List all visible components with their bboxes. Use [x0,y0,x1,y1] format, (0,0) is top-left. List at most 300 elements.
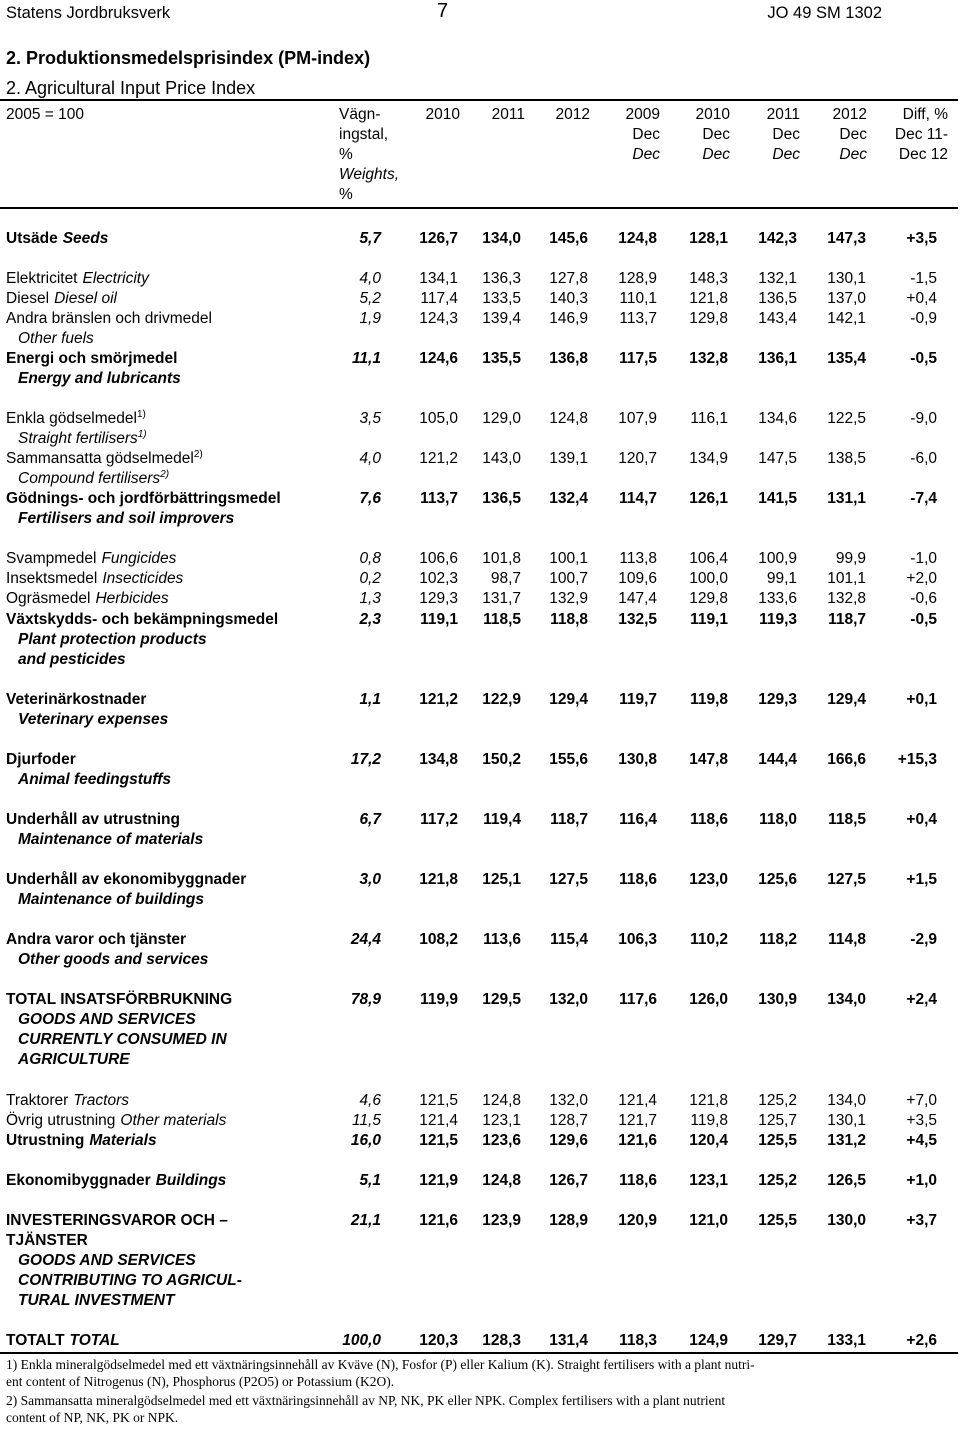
weight-cell: 1,3 [359,590,381,607]
value-cell: 122,9 [482,691,521,708]
value-cell: 130,9 [758,991,797,1008]
value-cell: 121,7 [618,1112,657,1129]
year-header-2011: 2011 [491,106,525,123]
value-cell: 155,6 [549,751,588,768]
row-label [6,1131,157,1151]
value-cell: 110,1 [619,290,657,307]
value-cell: 129,4 [549,691,588,708]
row-label-en-text: Other fuels [18,330,94,347]
value-cell: 118,6 [619,871,657,888]
weight-cell: 1,1 [359,691,381,708]
weight-cell: 7,6 [359,490,381,507]
value-cell: 121,0 [689,1212,728,1229]
value-cell: 141,5 [758,490,797,507]
row-label-en3-text: TURAL INVESTMENT [18,1292,175,1309]
value-cell: 132,9 [549,590,588,607]
value-cell: 125,7 [758,1112,797,1129]
value-cell: 125,1 [482,871,521,888]
row-label-sv: Insektsmedel [6,570,98,587]
page-number: 7 [437,0,449,22]
row-label-en [18,890,204,910]
row-label-en3-text: AGRICULTURE [18,1051,130,1068]
value-cell: +1,5 [906,871,937,888]
value-cell: +0,4 [906,811,937,828]
value-cell: 130,8 [618,751,657,768]
row-label-sv-text: Veterinärkostnader [6,691,147,708]
row-label-sv: Diesel [6,290,50,307]
value-cell: 131,7 [482,590,521,607]
value-cell: 129,3 [758,691,797,708]
row-label-sv: Ekonomibyggnader [6,1172,151,1189]
value-cell: 113,8 [619,550,657,567]
value-cell: 121,5 [419,1132,458,1149]
value-cell: -9,0 [910,410,937,427]
value-cell: 124,9 [689,1332,728,1349]
row-label [6,1331,120,1351]
value-cell: 118,0 [759,811,797,828]
value-cell: 133,6 [758,590,797,607]
weight-cell: 0,2 [359,570,381,587]
value-cell: +4,5 [906,1132,937,1149]
row-label-en3 [18,1050,130,1070]
row-label-sv: Elektricitet [6,270,78,287]
value-cell: 121,5 [419,1092,458,1109]
row-label [6,1091,129,1111]
row-label-en-text: GOODS AND SERVICES [18,1252,196,1269]
footnote-2-line-2: content of NP, NK, PK or NPK. [6,1410,179,1425]
value-cell: 132,1 [758,270,797,287]
row-label-sv: Ogräsmedel [6,590,91,607]
row-label-en2 [18,1030,227,1050]
value-cell: 121,2 [419,450,458,467]
diff-header-3: Dec 12 [898,146,948,163]
weight-cell: 100,0 [342,1332,381,1349]
value-cell: 100,0 [689,570,728,587]
value-cell: 147,5 [758,450,797,467]
value-cell: 113,6 [483,931,521,948]
value-cell: 117,2 [420,811,458,828]
dec-header-2009-dec: Dec [632,126,660,143]
row-label-en-text: Animal feedingstuffs [18,771,172,788]
value-cell: 121,6 [618,1132,657,1149]
value-cell: 116,1 [690,410,728,427]
value-cell: 133,1 [827,1332,866,1349]
header-bottom-rule [0,207,958,209]
footnote-marker: 1) [137,429,147,440]
row-label-sv-text: TOTAL INSATSFÖRBRUKNING [6,991,233,1008]
value-cell: 125,6 [758,871,797,888]
row-label-en: Seeds [62,230,109,247]
value-cell: 101,1 [827,570,866,587]
row-label-sv-text: Energi och smörjmedel [6,350,178,367]
value-cell: 128,9 [618,270,657,287]
value-cell: 99,1 [766,570,797,587]
value-cell: 134,0 [482,230,521,247]
value-cell: 127,8 [549,270,588,287]
weight-cell: 11,5 [351,1112,381,1129]
footnote-1-line-1: 1) Enkla mineralgödselmedel med ett växtnäringsinnehåll av Kväve (N), Fosfor (P) eller Kalium (K). Straight fertilisers with a plant nutri- [6,1357,755,1372]
row-label-sv: TOTALT [6,1332,65,1349]
weight-cell: 4,0 [359,270,381,287]
value-cell: 135,4 [827,350,866,367]
row-label-en2 [18,650,126,670]
value-cell: 121,4 [419,1112,458,1129]
value-cell: 118,7 [550,811,588,828]
value-cell: 110,2 [690,931,728,948]
value-cell: -1,0 [910,550,937,567]
dec-header-2009-dec-en: Dec [632,146,660,163]
value-cell: 121,9 [419,1172,458,1189]
weight-cell: 5,2 [359,290,381,307]
row-label-en [18,710,168,730]
value-cell: 126,5 [827,1172,866,1189]
row-label-en [18,630,207,650]
value-cell: 102,3 [419,570,458,587]
value-cell: 121,8 [419,871,458,888]
row-label-en-text: Maintenance of buildings [18,891,205,908]
row-label-sv [6,1211,228,1231]
value-cell: 106,4 [689,550,728,567]
row-label-en: Buildings [155,1172,227,1189]
row-label-en [18,950,208,970]
value-cell: 107,9 [618,410,657,427]
value-cell: 124,6 [419,350,458,367]
value-cell: 126,7 [419,230,458,247]
value-cell: 134,0 [827,991,866,1008]
value-cell: 132,0 [549,1092,588,1109]
weight-cell: 78,9 [350,991,381,1008]
value-cell: 119,8 [690,1112,728,1129]
row-label-sv [6,610,278,630]
value-cell: 120,9 [618,1212,657,1229]
value-cell: 116,4 [619,811,657,828]
value-cell: 124,8 [482,1092,521,1109]
row-label [6,589,169,609]
value-cell: -7,4 [910,490,937,507]
weights-header-4: Weights, [339,166,400,183]
value-cell: 142,1 [827,310,866,327]
value-cell: 114,7 [619,490,657,507]
value-cell: 132,4 [549,490,588,507]
value-cell: 121,4 [618,1092,657,1109]
weight-cell: 5,7 [359,230,381,247]
value-cell: -0,6 [910,590,937,607]
value-cell: 134,8 [419,751,458,768]
table-top-rule [0,99,958,101]
value-cell: 145,6 [549,230,588,247]
weight-cell: 16,0 [350,1132,381,1149]
value-cell: 143,0 [482,450,521,467]
value-cell: 119,7 [619,691,657,708]
value-cell: 118,3 [619,1332,657,1349]
value-cell: 117,6 [619,991,657,1008]
value-cell: 124,8 [482,1172,521,1189]
row-label-sv-text: Enkla gödselmedel [6,410,137,427]
value-cell: 106,6 [419,550,458,567]
row-label-en: TOTAL [69,1332,120,1349]
row-label-sv [6,990,232,1010]
value-cell: 128,7 [549,1112,588,1129]
weights-header-2: ingstal, [339,126,389,143]
footnote-marker: 1) [136,409,146,420]
value-cell: +1,0 [906,1172,937,1189]
weight-cell: 1,9 [359,310,381,327]
value-cell: -0,5 [910,350,937,367]
row-label-en-text: Maintenance of materials [18,831,204,848]
weight-cell: 6,7 [359,811,381,828]
value-cell: 143,4 [758,310,797,327]
value-cell: 132,8 [689,350,728,367]
value-cell: +15,3 [897,751,937,768]
row-label-sv [6,750,76,770]
row-label-sv-text: Underhåll av ekonomibyggnader [6,871,247,888]
footnote-marker: 2) [193,449,203,460]
value-cell: 131,2 [827,1132,866,1149]
value-cell: 166,6 [827,751,866,768]
value-cell: 147,4 [618,590,657,607]
row-label-en-text: Energy and lubricants [18,370,181,387]
value-cell: 124,3 [419,310,458,327]
value-cell: 118,2 [759,931,797,948]
weight-cell: 4,0 [359,450,381,467]
row-label-sv [6,309,212,329]
value-cell: 100,7 [549,570,588,587]
value-cell: +0,4 [906,290,937,307]
row-label-sv: Utrustning [6,1132,85,1149]
weight-cell: 11,1 [351,350,381,367]
row-label [6,289,117,309]
value-cell: 129,0 [482,410,521,427]
value-cell: +3,7 [906,1212,937,1229]
value-cell: 113,7 [420,490,458,507]
value-cell: 134,0 [827,1092,866,1109]
value-cell: 136,5 [482,490,521,507]
value-cell: 119,4 [483,811,521,828]
row-label-sv-text: Andra bränslen och drivmedel [6,310,212,327]
value-cell: 119,9 [420,991,458,1008]
dec-header-2012-dec-en: Dec [839,146,867,163]
row-label-en-text: Veterinary expenses [18,711,169,728]
value-cell: 108,2 [419,931,458,948]
dec-header-2009-year: 2009 [625,106,660,123]
header-org: Statens Jordbruksverk [6,4,171,22]
value-cell: +0,1 [906,691,937,708]
value-cell: 121,2 [419,691,458,708]
weight-cell: 3,0 [359,871,381,888]
value-cell: 129,5 [482,991,521,1008]
value-cell: 115,4 [550,931,588,948]
value-cell: 135,5 [482,350,521,367]
value-cell: 130,1 [827,1112,866,1129]
value-cell: 121,8 [689,290,728,307]
row-label-en2-text: and pesticides [18,651,126,668]
value-cell: 129,8 [689,310,728,327]
weight-cell: 4,6 [359,1092,381,1109]
value-cell: 117,4 [420,290,458,307]
row-label-en: Tractors [73,1092,129,1109]
value-cell: 134,9 [689,450,728,467]
row-label-en [18,429,147,449]
row-label-en [18,469,169,489]
value-cell: 119,1 [420,611,458,628]
value-cell: 127,5 [549,871,588,888]
dec-header-2011-dec-en: Dec [772,146,800,163]
value-cell: 132,8 [827,590,866,607]
value-cell: 129,8 [689,590,728,607]
value-cell: 123,9 [482,1212,521,1229]
row-label-en: Herbicides [95,590,169,607]
dec-header-2012-year: 2012 [832,106,867,123]
value-cell: +3,5 [906,230,937,247]
value-cell: 118,6 [619,1172,657,1189]
footnote-1-line-2: ent content of Nitrogenus (N), Phosphorus (P2O5) or Potassium (K2O). [6,1374,395,1389]
value-cell: 125,2 [758,1092,797,1109]
value-cell: 120,3 [419,1332,458,1349]
row-label-sv [6,409,146,429]
value-cell: 146,9 [549,310,588,327]
value-cell: 134,1 [419,270,458,287]
value-cell: 128,3 [482,1332,521,1349]
value-cell: 119,3 [759,611,797,628]
row-label [6,229,108,249]
value-cell: 105,0 [419,410,458,427]
row-label-en2 [18,1271,242,1291]
value-cell: 138,5 [827,450,866,467]
value-cell: 118,8 [550,611,588,628]
value-cell: 128,9 [549,1212,588,1229]
row-label-sv: Utsäde [6,230,58,247]
row-label-en [18,509,234,529]
value-cell: 125,5 [758,1132,797,1149]
value-cell: -6,0 [910,450,937,467]
value-cell: 121,6 [419,1212,458,1229]
table-bottom-rule [0,1352,958,1354]
row-label-en-text: Compound fertilisers [18,470,161,487]
weight-cell: 17,2 [350,751,381,768]
value-cell: 133,5 [482,290,521,307]
dec-header-2011-dec: Dec [772,126,800,143]
row-label-en-text: Straight fertilisers [18,430,138,447]
row-label-sv-text: Underhåll av utrustning [6,811,180,828]
weight-cell: 0,8 [359,550,381,567]
row-label-en3 [18,1291,174,1311]
weight-cell: 3,5 [359,410,381,427]
row-label-en2-text: CURRENTLY CONSUMED IN [18,1031,227,1048]
value-cell: 136,1 [758,350,797,367]
row-label-sv: Svampmedel [6,550,97,567]
row-label-sv-text: INVESTERINGSVAROR OCH – [6,1212,228,1229]
row-label-en: Materials [89,1132,157,1149]
value-cell: 123,1 [482,1112,521,1129]
value-cell: 119,8 [690,691,728,708]
row-label-sv-text: Växtskydds- och bekämpningsmedel [6,611,279,628]
value-cell: 136,3 [482,270,521,287]
value-cell: 129,3 [419,590,458,607]
value-cell: 126,1 [689,490,728,507]
value-cell: 101,8 [482,550,521,567]
value-cell: 131,1 [827,490,866,507]
row-label [6,269,149,289]
value-cell: -0,5 [910,611,937,628]
value-cell: 124,8 [618,230,657,247]
row-label-sv [6,449,203,469]
value-cell: 118,7 [828,611,866,628]
page-subtitle: 2. Agricultural Input Price Index [6,78,256,98]
value-cell: 136,5 [758,290,797,307]
row-label-en-text: Other goods and services [18,951,209,968]
value-cell: 124,8 [549,410,588,427]
value-cell: +2,0 [906,570,937,587]
weights-header-5: % [339,186,353,203]
value-cell: 125,5 [758,1212,797,1229]
row-label-en: Diesel oil [54,290,117,307]
value-cell: 123,1 [689,1172,728,1189]
row-label-sv-text: Djurfoder [6,751,76,768]
weights-header-3: % [339,146,353,163]
value-cell: 126,0 [689,991,728,1008]
row-label-sv [6,489,281,509]
value-cell: 148,3 [689,270,728,287]
value-cell: 139,4 [482,310,521,327]
value-cell: 137,0 [827,290,866,307]
value-cell: 123,6 [482,1132,521,1149]
row-label-en: Electricity [82,270,149,287]
row-label-en: Other materials [120,1112,227,1129]
row-label-en-text: Fertilisers and soil improvers [18,510,235,527]
value-cell: 134,6 [758,410,797,427]
footnote-marker: 2) [160,469,170,480]
row-label-en [18,1010,196,1030]
footnote-2-line-1: 2) Sammansatta mineralgödselmedel med ett växtnäringsinnehåll av NP, NK, PK eller NPK. Complex fertilisers with a plant nutrient [6,1393,726,1408]
row-label-en2-text: CONTRIBUTING TO AGRICUL- [18,1272,242,1289]
value-cell: 131,4 [549,1332,588,1349]
dec-header-2010-dec-en: Dec [702,146,730,163]
value-cell: 139,1 [549,450,588,467]
row-label-en-text: Plant protection products [18,631,207,648]
value-cell: 130,0 [827,1212,866,1229]
value-cell: 120,4 [689,1132,728,1149]
row-label-sv-text: Sammansatta gödselmedel [6,450,194,467]
row-label-en [18,369,181,389]
row-label [6,1111,226,1131]
row-label-sv [6,349,177,369]
value-cell: 100,9 [758,550,797,567]
value-cell: 118,5 [483,611,521,628]
value-cell: 130,1 [827,270,866,287]
row-label-en: Fungicides [101,550,177,567]
value-cell: 140,3 [549,290,588,307]
dec-header-2010-dec: Dec [702,126,730,143]
value-cell: -2,9 [910,931,937,948]
row-label-sv [6,930,186,950]
year-header-2010: 2010 [425,106,460,123]
value-cell: 144,4 [758,751,797,768]
value-cell: 117,5 [619,350,657,367]
row-label-en [18,329,94,349]
row-label [6,569,183,589]
value-cell: +3,5 [906,1112,937,1129]
value-cell: 129,4 [827,691,866,708]
row-label-sv-cont: TJÄNSTER [6,1232,88,1249]
row-label-sv [6,810,180,830]
row-label-en [18,830,203,850]
weight-cell: 21,1 [350,1212,381,1229]
value-cell: 113,7 [619,310,657,327]
value-cell: 120,7 [618,450,657,467]
value-cell: +2,4 [906,991,937,1008]
row-label-en: Insecticides [102,570,184,587]
diff-header-2: Dec 11- [894,126,948,143]
